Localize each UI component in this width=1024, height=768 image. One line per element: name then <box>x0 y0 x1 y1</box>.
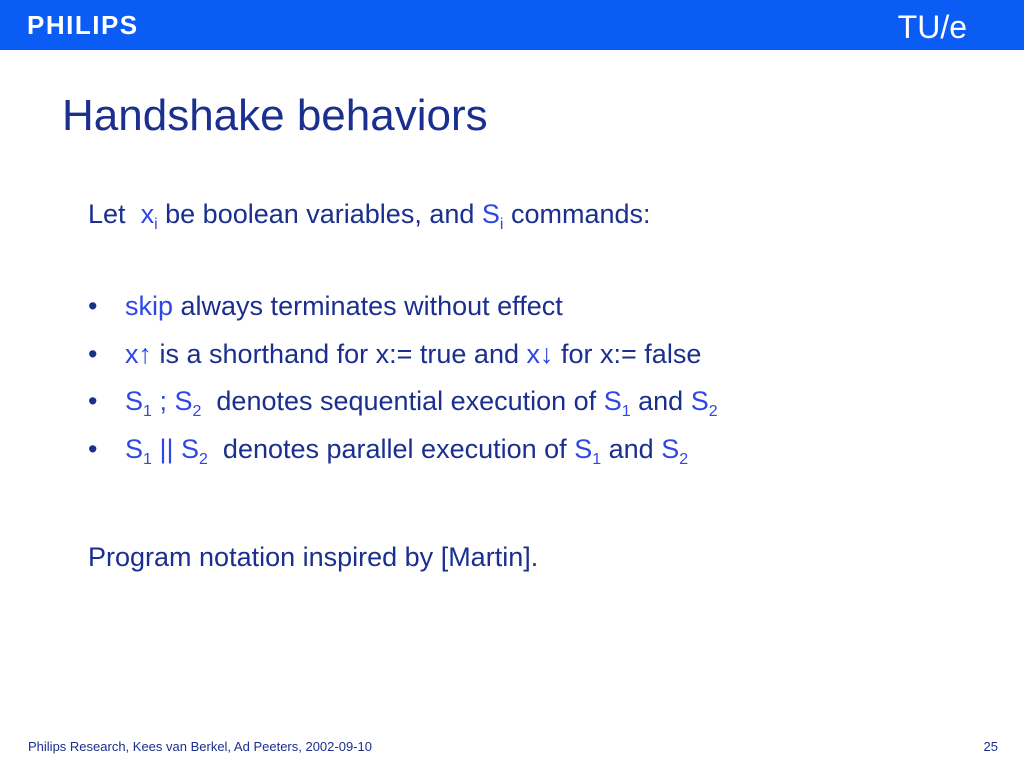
tue-logo: TU/e <box>897 9 967 45</box>
x-up: x↑ <box>125 339 152 369</box>
bullet-text: denotes sequential execution of <box>216 386 597 416</box>
bullet-symbol: • <box>88 386 98 416</box>
par-expression: $S_1$ || $S_2$ <box>125 434 208 468</box>
header-bar <box>0 0 1024 50</box>
slide-title: Handshake behaviors <box>62 91 488 140</box>
seq-expression: $S_1$ ; $S_2$ <box>125 386 202 420</box>
footer-credit: Philips Research, Kees van Berkel, Ad Peeters, 2002-09-10 <box>28 739 372 754</box>
closing-text: Program notation inspired by [Martin]. <box>88 542 539 572</box>
and-text: and <box>638 386 684 416</box>
x-down: x↓ <box>526 339 554 369</box>
intro-s: $S_i$ <box>481 199 504 233</box>
bullet-symbol: • <box>88 291 98 321</box>
bullet-text: always terminates without effect <box>180 291 563 321</box>
page-number: 25 <box>983 739 998 754</box>
intro-line <box>88 197 651 231</box>
intro-x: $x_i$ <box>140 199 158 233</box>
s1-ref: $S_1$ <box>574 434 602 468</box>
and-text: and <box>608 434 654 464</box>
intro-let: Let <box>88 199 126 229</box>
s1-ref: $S_1$ <box>603 386 631 420</box>
intro-mid: be boolean variables, and <box>165 199 475 229</box>
bullet-text: denotes parallel execution of <box>222 434 567 464</box>
philips-logo: PHILIPS <box>27 10 139 40</box>
bullet-symbol: • <box>88 339 98 369</box>
bullet-text-2: for x:= false <box>561 339 702 369</box>
s2-ref: $S_2$ <box>690 386 718 420</box>
skip-keyword: skip <box>125 291 174 321</box>
bullet-symbol: • <box>88 434 98 464</box>
s2-ref: $S_2$ <box>661 434 689 468</box>
bullet-text: is a shorthand for x:= true and <box>159 339 519 369</box>
arrow-down-icon: ↓ <box>540 339 554 369</box>
arrow-up-icon: ↑ <box>138 339 152 369</box>
intro-end: commands: <box>510 199 651 229</box>
